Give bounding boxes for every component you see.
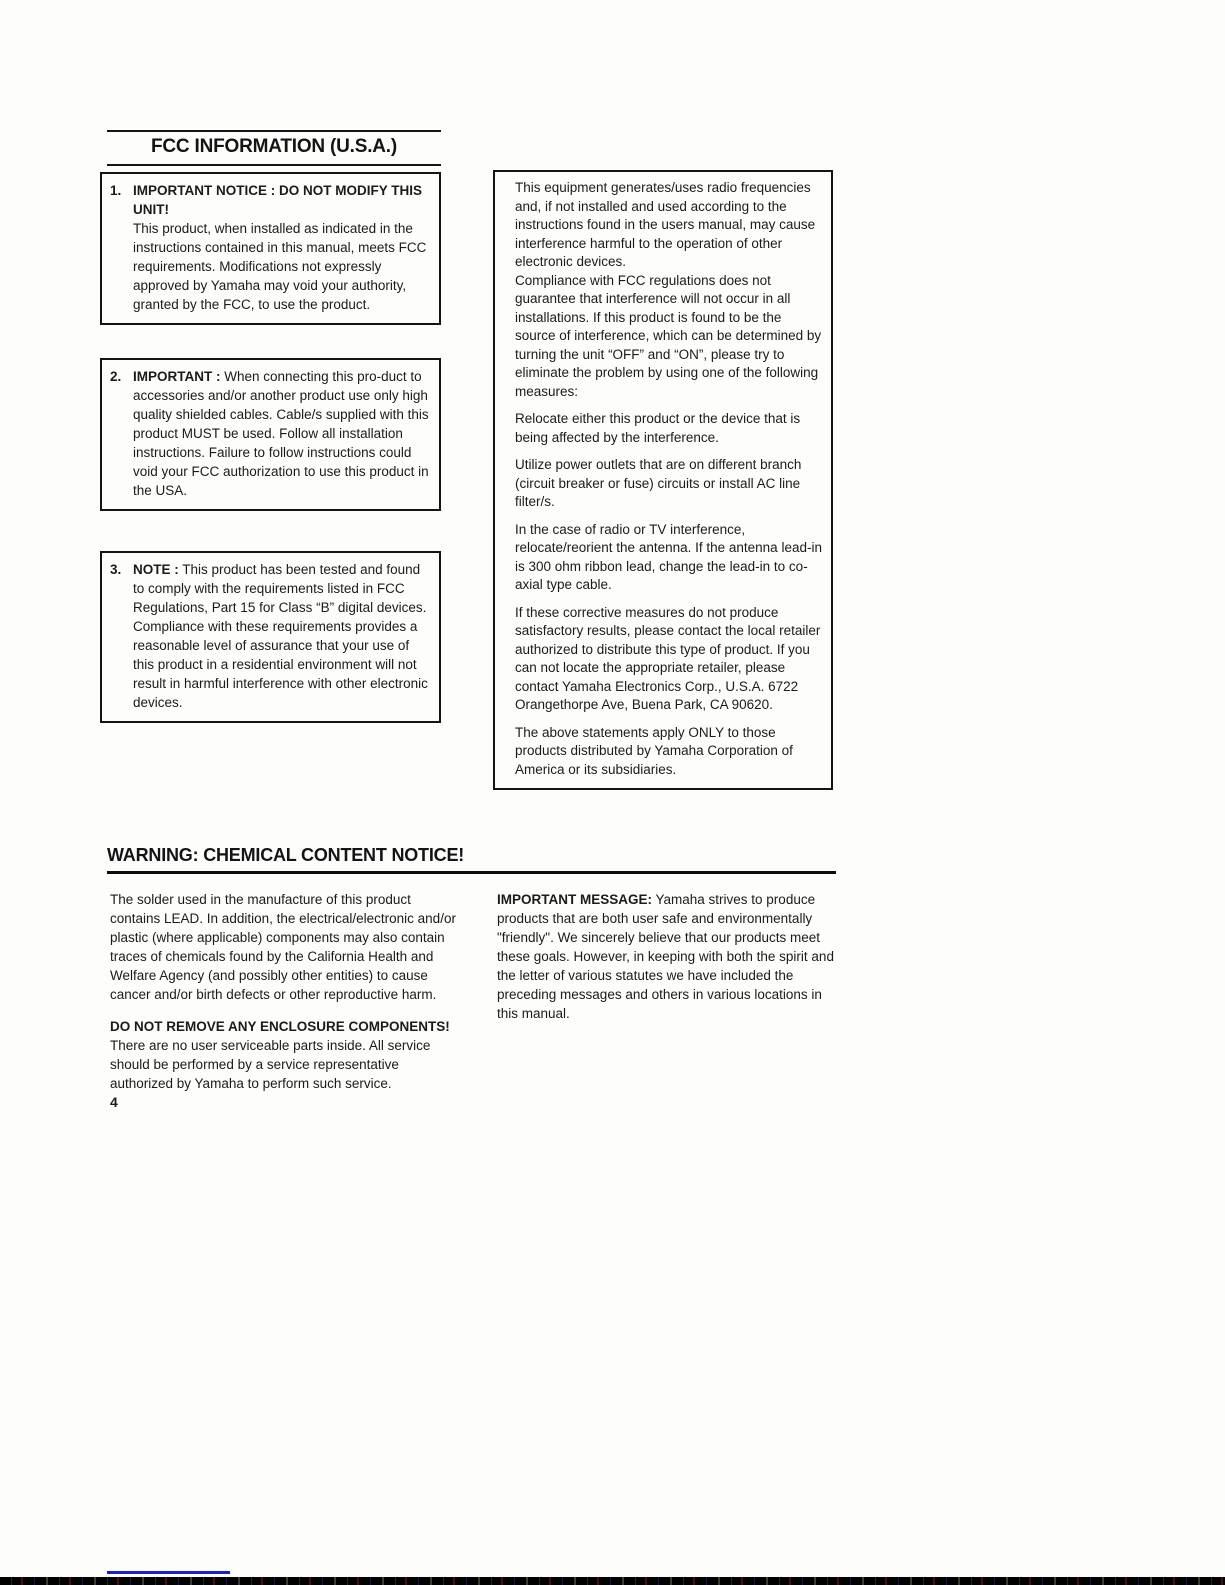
important-message-label: IMPORTANT MESSAGE: <box>497 892 652 907</box>
fcc-box-3-label: NOTE : <box>133 562 179 577</box>
fcc-box-3-number: 3. <box>110 562 122 577</box>
fcc-box-3-body <box>133 560 431 712</box>
bottom-blue-line <box>107 1571 230 1574</box>
warning-heading-block <box>107 845 836 874</box>
important-message-paragraph <box>497 890 835 1023</box>
fcc-box-2-label: IMPORTANT : <box>133 369 221 384</box>
fcc-box-2 <box>100 358 441 511</box>
page-number: 4 <box>110 1094 118 1110</box>
right-box-paragraph: In the case of radio or TV interference, relocate/reorient the antenna. If the antenna lead-in is 300 ohm ribbon lead, change the lead-in to co-axial type cable. <box>515 521 822 592</box>
warning-left-paragraph-2: There are no user serviceable parts inside. All service should be performed by a service representative authorized by Yamaha to perform such service. <box>110 1038 431 1091</box>
right-box-paragraph: If these corrective measures do not produce satisfactory results, please contact the local retailer authorized to distribute this type of product. If you can not locate the appropriate retailer, please contact Yamaha Electronics Corp., U.S.A. 6722 Orangethorpe Ave, Buena Park, CA 90620. <box>515 604 821 712</box>
page-title: FCC INFORMATION (U.S.A.) <box>150 136 398 157</box>
right-box-paragraph: Relocate either this product or the device that is being affected by the interference. <box>515 411 801 445</box>
right-box-paragraph: Utilize power outlets that are on different branch (circuit breaker or fuse) circuits or install AC line filter/s. <box>515 457 802 509</box>
fcc-box-1 <box>100 172 441 325</box>
fcc-box-2-text: When connecting this pro-duct to accessories and/or another product use only high quality shielded cables. Cable/s supplied with this product MUST be used. Follow all installation instructions. Failure to follow instructions could void your FCC authorization to use this product in the USA. <box>133 369 429 498</box>
fcc-box-1-number: 1. <box>110 183 122 198</box>
warning-left-column <box>110 890 456 1112</box>
scan-artifact-band <box>0 1577 1225 1585</box>
fcc-box-2-number: 2. <box>110 369 122 384</box>
warning-left-paragraph: The solder used in the manufacture of this product contains LEAD. In addition, the electrical/electronic and/or plastic (where applicable) components may also contain traces of chemicals found by the California Health and Welfare Agency (and possibly other entities) to cause cancer and/or birth defects or other reproductive harm. <box>110 892 456 1002</box>
warning-heading: WARNING: CHEMICAL CONTENT NOTICE! <box>107 845 465 865</box>
right-box-paragraph: The above statements apply ONLY to those products distributed by Yamaha Corporation of America or its subsidiaries. <box>515 724 793 777</box>
fcc-box-2-body <box>133 367 431 500</box>
fcc-box-3-text: This product has been tested and found to comply with the requirements listed in FCC Regulations, Part 15 for Class “B” digital devices. Compliance with these requirements provides a reasonable level of assurance that your use of this product in a residential environment will not result in harmful interference with other electronic devices. <box>133 562 428 710</box>
important-message-text: Yamaha strives to produce products that are both user safe and environmentally "friendly". We sincerely believe that our products meet these goals. However, in keeping with both the spirit and the letter of various statutes we have included the preceding messages and others in various locations in this manual. <box>497 892 834 1021</box>
right-box-paragraph: This equipment generates/uses radio frequencies and, if not installed and used according to the instructions found in the users manual, may cause interference harmful to the operation of other electronic devices. <box>515 180 816 269</box>
title-block <box>107 130 441 166</box>
fcc-box-1-body: This product, when installed as indicated in the instructions contained in this manual, meets FCC requirements. Modifications not expressly approved by Yamaha may void your authority, granted by the FCC, to use the product. <box>133 221 427 312</box>
spacer <box>110 1004 456 1017</box>
enclosure-subheading: DO NOT REMOVE ANY ENCLOSURE COMPONENTS! <box>110 1019 450 1034</box>
warning-right-column <box>497 890 835 1023</box>
right-box-paragraph: Compliance with FCC regulations does not guarantee that interference will not occur in all installations. If this product is found to be the source of interference, which can be determined by turning the unit “OFF” and “ON”, please try to eliminate the problem by using one of the following measures: <box>515 272 822 399</box>
fcc-box-3 <box>100 551 441 723</box>
fcc-box-1-heading: IMPORTANT NOTICE : DO NOT MODIFY THIS UNIT! <box>133 183 422 217</box>
fcc-right-box <box>493 170 833 790</box>
